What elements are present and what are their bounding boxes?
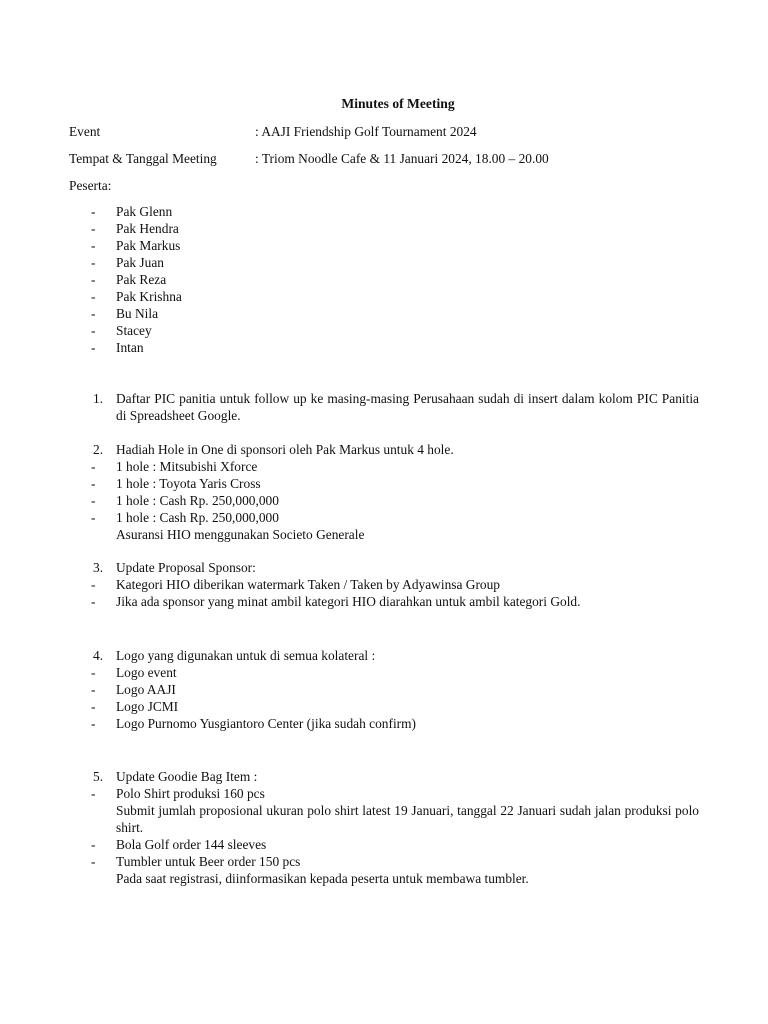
list-item (0, 237, 768, 254)
list-item-text: Jika ada sponsor yang minat ambil kategori HIO diarahkan untuk ambil kategori Gold. (116, 594, 581, 609)
document-title: Minutes of Meeting (341, 96, 455, 111)
polo-shirt-note: Submit jumlah proposional ukuran polo shirt latest 19 Januari, tanggal 22 Januari sudah jalan produksi polo shirt. (116, 803, 699, 835)
participant-name: Bu Nila (116, 306, 159, 321)
note-text: Asuransi HIO menggunakan Societo Generale (116, 527, 365, 542)
dash-marker: - (91, 340, 96, 355)
list-item (0, 492, 768, 509)
dash-marker: - (91, 786, 96, 801)
list-item (0, 322, 768, 339)
point-number: 4. (93, 648, 104, 663)
participant-name: Pak Krishna (116, 289, 182, 304)
event-row (69, 123, 709, 141)
participant-name: Intan (116, 340, 144, 355)
tumbler-note: Pada saat registrasi, diinformasikan kepada peserta untuk membawa tumbler. (116, 871, 529, 886)
point-1-text: Daftar PIC panitia untuk follow up ke masing-masing Perusahaan sudah di insert dalam kolom PIC Panitia di Spreadsheet Google. (116, 391, 699, 423)
list-item (0, 593, 768, 610)
list-item (0, 509, 768, 526)
point-5-heading (0, 768, 768, 785)
dash-marker: - (91, 238, 96, 253)
list-item (0, 698, 768, 715)
point-heading-text: Hadiah Hole in One di sponsori oleh Pak Markus untuk 4 hole. (116, 442, 454, 457)
dash-marker: - (91, 493, 96, 508)
dash-marker: - (91, 272, 96, 287)
dash-marker: - (91, 255, 96, 270)
peserta-label: Peserta: (69, 178, 112, 193)
dash-marker: - (91, 323, 96, 338)
dash-marker: - (91, 476, 96, 491)
point-number: 5. (93, 769, 104, 784)
list-item (0, 288, 768, 305)
point-number: 1. (93, 391, 104, 406)
point-4-heading (0, 647, 768, 664)
list-item (0, 254, 768, 271)
dash-marker: - (91, 289, 96, 304)
dash-marker: - (91, 837, 96, 852)
list-item (0, 203, 768, 220)
list-item (0, 220, 768, 237)
dash-marker: - (91, 577, 96, 592)
meeting-value: : Triom Noodle Cafe & 11 Januari 2024, 18.00 – 20.00 (255, 151, 549, 166)
list-item-text: Logo Purnomo Yusgiantoro Center (jika sudah confirm) (116, 716, 416, 731)
point-heading-text: Update Proposal Sponsor: (116, 560, 256, 575)
participant-name: Pak Markus (116, 238, 181, 253)
point-number: 3. (93, 560, 104, 575)
meeting-label: Tempat & Tanggal Meeting (69, 151, 217, 166)
point-heading-text: Update Goodie Bag Item : (116, 769, 258, 784)
dash-marker: - (91, 665, 96, 680)
participant-name: Stacey (116, 323, 152, 338)
dash-marker: - (91, 306, 96, 321)
dash-marker: - (91, 221, 96, 236)
list-item (0, 853, 768, 870)
participant-name: Pak Glenn (116, 204, 173, 219)
list-item-text: 1 hole : Cash Rp. 250,000,000 (116, 510, 279, 525)
dash-marker: - (91, 594, 96, 609)
meeting-row (69, 150, 709, 168)
dash-marker: - (91, 854, 96, 869)
note-row (0, 870, 768, 887)
dash-marker: - (91, 459, 96, 474)
dash-marker: - (91, 716, 96, 731)
list-item (0, 836, 768, 853)
event-value: : AAJI Friendship Golf Tournament 2024 (255, 124, 477, 139)
list-item-text: Logo JCMI (116, 699, 179, 714)
point-heading-text: Logo yang digunakan untuk di semua kolateral : (116, 648, 376, 663)
list-item-text: Logo event (116, 665, 177, 680)
list-item (0, 305, 768, 322)
list-item (0, 271, 768, 288)
point-number: 2. (93, 442, 104, 457)
list-item-text: 1 hole : Toyota Yaris Cross (116, 476, 261, 491)
list-item (0, 475, 768, 492)
list-item (0, 785, 768, 802)
point-2-heading (0, 441, 768, 458)
participant-name: Pak Juan (116, 255, 164, 270)
list-item (0, 681, 768, 698)
list-item-text: Kategori HIO diberikan watermark Taken / Taken by Adyawinsa Group (116, 577, 500, 592)
dash-marker: - (91, 204, 96, 219)
note-row (0, 526, 768, 543)
list-item (0, 664, 768, 681)
participant-name: Pak Hendra (116, 221, 179, 236)
list-item (0, 339, 768, 356)
event-label: Event (69, 124, 101, 139)
list-item-text: 1 hole : Mitsubishi Xforce (116, 459, 258, 474)
point-3-heading (0, 559, 768, 576)
list-item-text: 1 hole : Cash Rp. 250,000,000 (116, 493, 279, 508)
list-item (0, 715, 768, 732)
dash-marker: - (91, 510, 96, 525)
dash-marker: - (91, 682, 96, 697)
list-item-text: Bola Golf order 144 sleeves (116, 837, 267, 852)
list-item-text: Polo Shirt produksi 160 pcs (116, 786, 265, 801)
list-item-text: Tumbler untuk Beer order 150 pcs (116, 854, 301, 869)
list-item-text: Logo AAJI (116, 682, 176, 697)
dash-marker: - (91, 699, 96, 714)
participant-name: Pak Reza (116, 272, 167, 287)
list-item (0, 576, 768, 593)
list-item (0, 458, 768, 475)
